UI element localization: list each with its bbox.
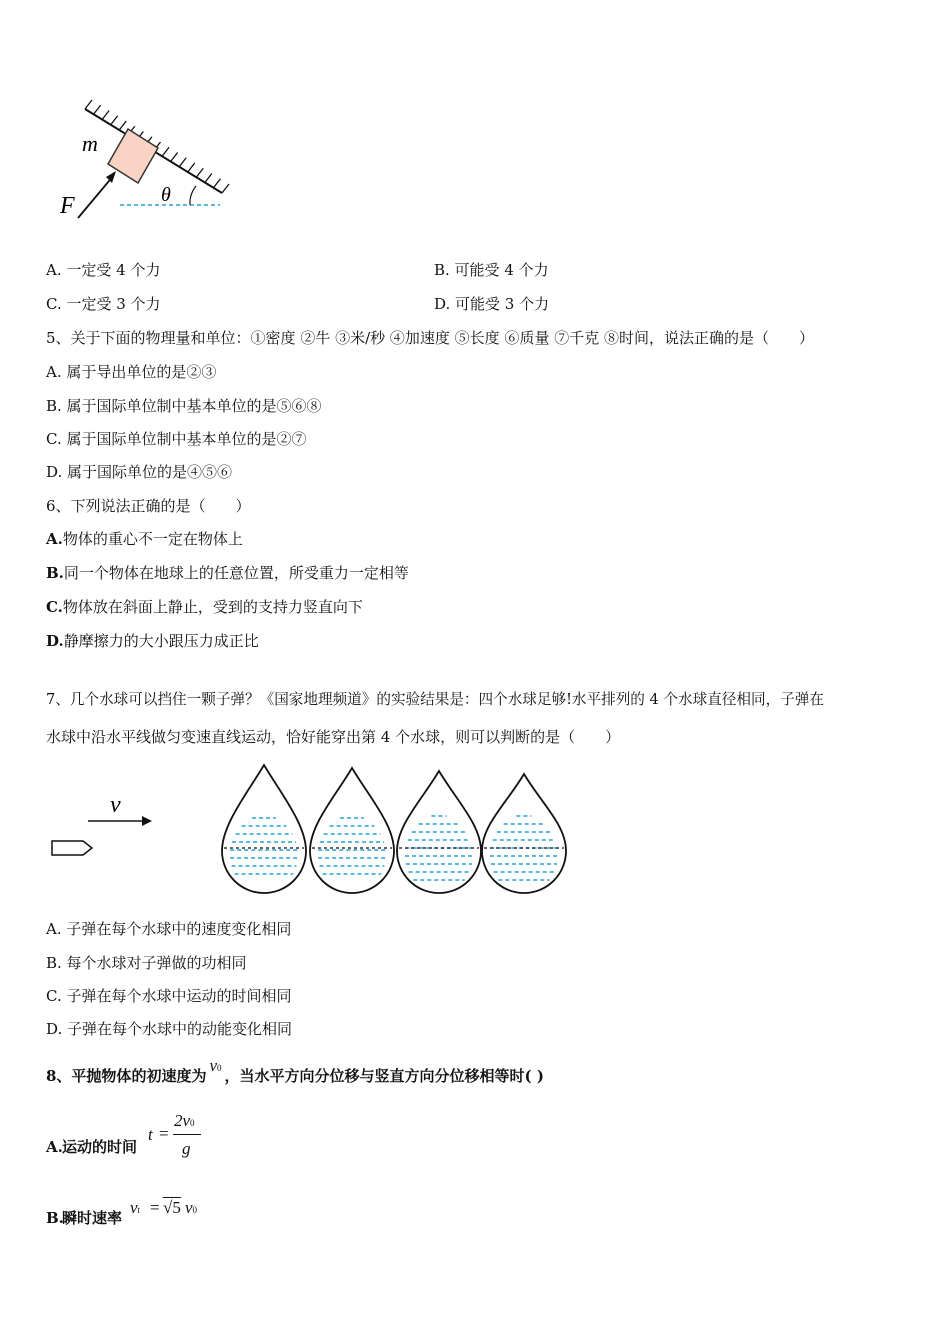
q8-option-b-letter: B. bbox=[46, 1209, 64, 1227]
water-ball-outline bbox=[482, 774, 566, 893]
q8-option-b-vt: vt bbox=[130, 1198, 141, 1217]
q6-option-b-text: 同一个物体在地球上的任意位置，所受重力一定相等 bbox=[63, 564, 409, 582]
q6-option-b-letter: B. bbox=[46, 564, 64, 582]
q7-option-b: B. 每个水球对子弹做的功相同 bbox=[46, 954, 247, 972]
incline-hatch-mark bbox=[171, 153, 178, 162]
q8-stem-after: ，当水平方向分位移与竖直方向分位移相等时( ) bbox=[224, 1067, 544, 1085]
q6-option-d-text: 静摩擦力的大小跟压力成正比 bbox=[63, 632, 259, 650]
water-ball bbox=[397, 771, 481, 893]
velocity-arrowhead bbox=[142, 816, 152, 826]
water-ball bbox=[482, 774, 566, 893]
force-arrow bbox=[78, 175, 114, 218]
q7-stem-line1: 7、几个水球可以挡住一颗子弹？《国家地理频道》的实验结果是：四个水球足够!水平排列的 4 个水球直径相同，子弹在 bbox=[46, 691, 824, 708]
q6-stem: 6、下列说法正确的是（ ） bbox=[46, 497, 251, 515]
water-balls-figure bbox=[46, 760, 586, 910]
q5-stem: 5、关于下面的物理量和单位：①密度 ②牛 ③米/秒 ④加速度 ⑤长度 ⑥质量 ⑦千克 ⑧时间，说法正确的是（ ） bbox=[46, 329, 814, 347]
bullet bbox=[52, 841, 92, 855]
q8-option-a-letter: A. bbox=[46, 1138, 63, 1156]
incline-hatch-mark bbox=[102, 111, 109, 120]
q6-option-c bbox=[46, 597, 363, 617]
q8-option-b-eq: = bbox=[150, 1198, 160, 1217]
q6-option-d bbox=[46, 631, 259, 651]
force-arrowhead bbox=[106, 171, 116, 183]
q4-option-d: D. 可能受 3 个力 bbox=[434, 295, 550, 313]
q6-option-a bbox=[46, 529, 243, 549]
incline-hatch-mark bbox=[196, 168, 203, 177]
q7-stem-line2: 水球中沿水平线做匀变速直线运动，恰好能穿出第 4 个水球，则可以判断的是（ ） bbox=[46, 728, 621, 746]
q8-stem bbox=[46, 1056, 544, 1088]
angle-arc bbox=[190, 186, 196, 205]
incline-figure bbox=[50, 95, 290, 235]
q8-v0: v0 bbox=[209, 1056, 222, 1075]
q5-option-c: C. 属于国际单位制中基本单位的是②⑦ bbox=[46, 430, 307, 448]
incline-hatch-mark bbox=[213, 179, 220, 188]
q6-option-a-text: 物体的重心不一定在物体上 bbox=[62, 530, 243, 548]
incline-hatch-mark bbox=[222, 184, 229, 193]
q8-option-b-root: √5 bbox=[163, 1198, 181, 1217]
q8-option-a-eq: = bbox=[159, 1124, 169, 1143]
q7-option-c: C. 子弹在每个水球中运动的时间相同 bbox=[46, 987, 292, 1005]
q5-option-b: B. 属于国际单位制中基本单位的是⑤⑥⑧ bbox=[46, 397, 322, 415]
q8-option-a-fraction-bar bbox=[173, 1134, 201, 1135]
q8-option-b bbox=[46, 1194, 246, 1234]
mass-label: m bbox=[82, 131, 98, 156]
q7-option-a: A. 子弹在每个水球中的速度变化相同 bbox=[46, 920, 292, 938]
water-ball bbox=[222, 765, 306, 893]
q8-option-a-numerator: 2v0 bbox=[174, 1111, 195, 1130]
q8-option-a-t: t bbox=[148, 1125, 153, 1144]
q7-option-d: D. 子弹在每个水球中的动能变化相同 bbox=[46, 1020, 293, 1038]
q6-option-a-letter: A. bbox=[46, 530, 63, 548]
q5-option-a: A. 属于导出单位的是②③ bbox=[46, 363, 217, 381]
incline-hatch-mark bbox=[162, 147, 169, 156]
incline-hatch-mark bbox=[188, 163, 195, 172]
incline-hatch-mark bbox=[179, 158, 186, 167]
incline-hatch-mark bbox=[111, 116, 118, 125]
q8-stem-before: 8、平抛物体的初速度为 bbox=[46, 1067, 207, 1085]
incline-hatch-mark bbox=[119, 121, 126, 130]
q8-option-a-denominator: g bbox=[182, 1139, 191, 1158]
q8-option-a bbox=[46, 1108, 246, 1164]
water-ball-outline bbox=[397, 771, 481, 893]
incline-hatch-mark bbox=[94, 105, 101, 114]
q4-option-b: B. 可能受 4 个力 bbox=[434, 261, 549, 279]
q6-option-c-text: 物体放在斜面上静止，受到的支持力竖直向下 bbox=[62, 598, 363, 616]
incline-hatch-mark bbox=[205, 174, 212, 183]
q6-option-b bbox=[46, 563, 409, 583]
force-label: F bbox=[60, 193, 75, 219]
q8-option-b-v0: v0 bbox=[185, 1198, 198, 1217]
velocity-label: v bbox=[110, 792, 121, 818]
q4-option-c: C. 一定受 3 个力 bbox=[46, 295, 161, 313]
incline-hatch-mark bbox=[85, 100, 92, 109]
q6-option-d-letter: D. bbox=[46, 632, 64, 650]
q8-option-a-text: 运动的时间 bbox=[62, 1138, 138, 1156]
water-ball bbox=[310, 768, 394, 893]
q5-option-d: D. 属于国际单位的是④⑤⑥ bbox=[46, 463, 233, 481]
angle-label: θ bbox=[161, 184, 171, 206]
q8-option-b-text: 瞬时速率 bbox=[62, 1209, 123, 1227]
q4-option-a: A. 一定受 4 个力 bbox=[46, 261, 161, 279]
block-mass bbox=[108, 129, 158, 183]
q6-option-c-letter: C. bbox=[46, 598, 63, 616]
